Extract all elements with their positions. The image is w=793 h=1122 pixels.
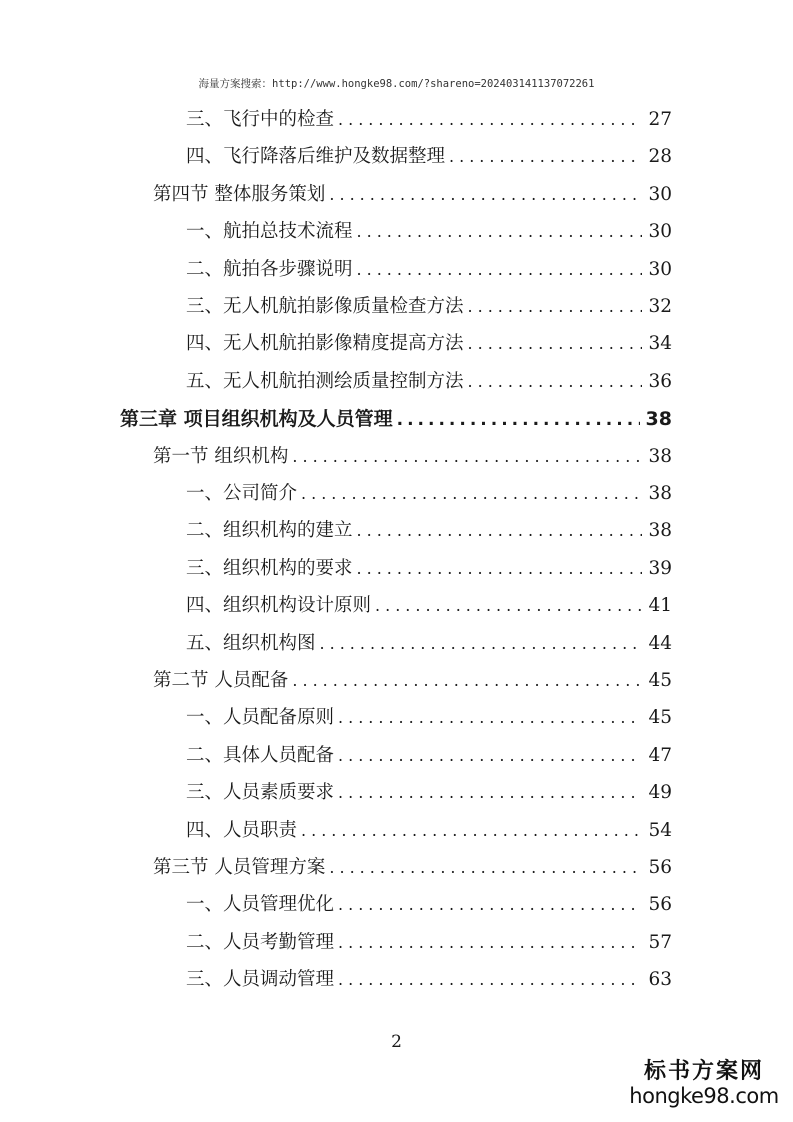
toc-entry-title: 二、航拍各步骤说明 [186,258,353,280]
toc-leader-dots [338,105,642,135]
toc-entry-section [153,666,672,696]
toc-entry-item [186,329,672,359]
toc-entry-page: 38 [648,520,672,542]
toc-entry-item [186,292,672,322]
toc-leader-dots [320,629,643,659]
toc-entry-page: 63 [648,969,672,991]
toc-leader-dots [468,292,643,322]
toc-entry-title: 三、人员调动管理 [186,969,335,991]
toc-entry-page: 44 [648,632,672,654]
toc-entry-title: 二、人员考勤管理 [186,931,335,953]
toc-entry-title: 三、飞行中的检查 [186,109,335,130]
toc-leader-dots [292,442,642,472]
toc-entry-page: 54 [648,819,672,841]
toc-entry-section [153,853,672,883]
toc-leader-dots [357,255,643,285]
toc-entry-item [186,703,672,733]
toc-leader-dots [338,890,642,920]
toc-leader-dots [338,703,642,733]
toc-leader-dots [338,965,642,995]
toc-leader-dots [375,591,642,621]
toc-entry-title: 二、组织机构的建立 [186,520,353,542]
toc-entry-item [186,479,672,509]
toc-entry-title: 三、组织机构的要求 [186,557,353,579]
toc-entry-page: 28 [648,146,672,168]
toc-entry-item [186,142,672,172]
toc-entry-title: 一、航拍总技术流程 [186,221,353,243]
toc-entry-page: 45 [648,670,672,691]
toc-entry-item [186,741,672,771]
toc-leader-dots [397,405,640,435]
toc-entry-title: 第三节 人员管理方案 [153,857,326,878]
toc-entry-title: 四、组织机构设计原则 [186,595,372,617]
toc-entry-chapter [120,404,672,434]
toc-leader-dots [329,853,642,883]
toc-entry-page: 45 [648,707,672,729]
toc-leader-dots [329,180,642,210]
toc-entry-page: 38 [645,408,672,431]
toc-entry-item [186,816,672,846]
toc-entry-title: 第二节 人员配备 [153,670,289,691]
toc-leader-dots [468,329,643,359]
toc-entry-item [186,105,672,135]
toc-entry-item [186,554,672,584]
toc-entry-item [186,516,672,546]
toc-entry-page: 36 [648,370,672,392]
watermark-title: 标书方案网 [643,1058,764,1084]
toc-leader-dots [338,928,642,958]
toc-entry-page: 34 [648,333,672,355]
toc-leader-dots [468,367,643,397]
toc-leader-dots [357,554,643,584]
toc-entry-title: 第四节 整体服务策划 [153,183,326,205]
toc-entry-page: 38 [648,483,672,504]
toc-entry-title: 五、组织机构图 [186,632,316,654]
toc-entry-page: 56 [648,894,672,916]
toc-entry-title: 一、人员配备原则 [186,707,335,729]
toc-entry-item [186,367,672,397]
toc-entry-page: 41 [648,595,672,617]
toc-entry-item [186,965,672,995]
toc-entry-title: 一、公司简介 [186,483,298,504]
toc-entry-title: 四、无人机航拍影像精度提高方法 [186,333,464,355]
toc-entry-page: 49 [648,782,672,804]
toc-leader-dots [357,516,643,546]
toc-entry-item [186,890,672,920]
toc-entry-section [153,180,672,210]
toc-entry-title: 三、人员素质要求 [186,782,335,804]
toc-entry-page: 38 [648,445,672,467]
toc-entry-title: 四、飞行降落后维护及数据整理 [186,146,446,168]
toc-entry-title: 一、人员管理优化 [186,894,335,916]
toc-entry-title: 第三章 项目组织机构及人员管理 [120,408,393,431]
header-url: 海量方案搜索：http://www.hongke98.com/?shareno=202403141137072261 [198,78,595,90]
toc-entry-item [186,629,672,659]
toc-entry-item [186,217,672,247]
toc-entry-page: 56 [648,857,672,878]
toc-entry-item [186,778,672,808]
toc-entry-section [153,442,672,472]
toc-leader-dots [338,778,642,808]
toc-leader-dots [357,217,643,247]
toc-entry-page: 32 [648,296,672,317]
toc-entry-item [186,255,672,285]
toc-entry-page: 27 [648,109,672,130]
toc-entry-page: 30 [648,183,672,205]
toc-entry-item [186,591,672,621]
toc-leader-dots [301,479,642,509]
toc-leader-dots [449,142,642,172]
toc-entry-page: 57 [648,931,672,953]
toc-leader-dots [338,741,642,771]
toc-leader-dots [292,666,642,696]
toc-entry-page: 30 [648,258,672,280]
toc-entry-page: 47 [648,744,672,766]
toc-entry-title: 四、人员职责 [186,819,298,841]
site-watermark-logo [629,1058,779,1108]
toc-entry-title: 三、无人机航拍影像质量检查方法 [186,296,464,317]
toc-entry-item [186,928,672,958]
toc-entry-page: 39 [648,557,672,579]
toc-entry-page: 30 [648,221,672,243]
toc-entry-title: 二、具体人员配备 [186,744,335,766]
toc-leader-dots [301,816,642,846]
page-number: 2 [391,1032,402,1052]
toc-entry-title: 第一节 组织机构 [153,445,289,467]
watermark-domain: hongke98.com [629,1084,779,1108]
toc-entry-title: 五、无人机航拍测绘质量控制方法 [186,370,464,392]
